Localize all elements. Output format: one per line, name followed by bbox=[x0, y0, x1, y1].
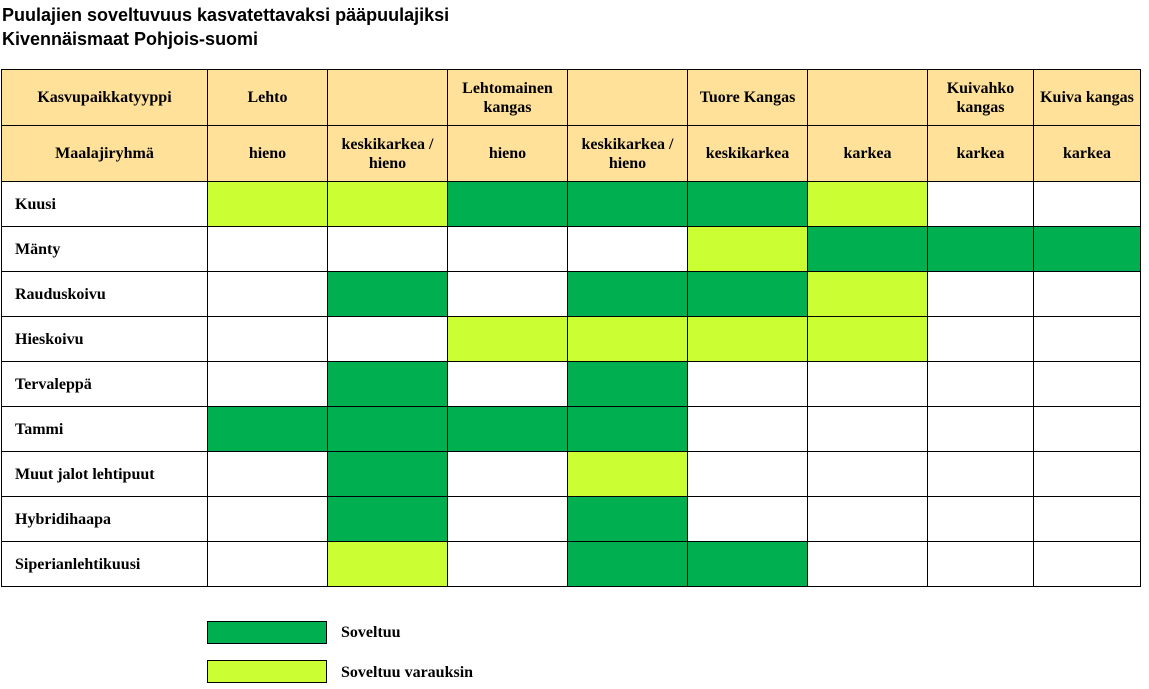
cell-soveltuu bbox=[568, 407, 688, 452]
cell-empty bbox=[448, 272, 568, 317]
table-row bbox=[2, 317, 1141, 362]
legend-swatch-soveltuu bbox=[207, 621, 327, 644]
cell-empty bbox=[1034, 362, 1141, 407]
legend-swatch-soveltuu-varauksin bbox=[207, 660, 327, 683]
cell-empty bbox=[328, 227, 448, 272]
legend-label-soveltuu: Soveltuu bbox=[341, 624, 401, 641]
header-soil-group: hieno bbox=[448, 126, 568, 182]
cell-soveltuu-varauksin bbox=[568, 317, 688, 362]
cell-empty bbox=[448, 227, 568, 272]
header-soil-group: hieno bbox=[208, 126, 328, 182]
cell-empty bbox=[208, 362, 328, 407]
cell-empty bbox=[928, 317, 1034, 362]
cell-soveltuu bbox=[328, 452, 448, 497]
cell-soveltuu-varauksin bbox=[328, 182, 448, 227]
cell-empty bbox=[808, 452, 928, 497]
page-title: Puulajien soveltuvuus kasvatettavaksi pääpuulajiksi bbox=[2, 5, 450, 25]
table-row bbox=[2, 452, 1141, 497]
cell-empty bbox=[688, 407, 808, 452]
cell-empty bbox=[1034, 272, 1141, 317]
cell-empty bbox=[808, 497, 928, 542]
header-row-site-type bbox=[2, 70, 1141, 126]
cell-soveltuu-varauksin bbox=[808, 272, 928, 317]
cell-soveltuu bbox=[208, 407, 328, 452]
cell-soveltuu bbox=[688, 542, 808, 587]
header-label-soil-group: Maalajiryhmä bbox=[2, 126, 208, 182]
cell-soveltuu-varauksin bbox=[688, 317, 808, 362]
cell-empty bbox=[928, 407, 1034, 452]
header-site-type: Kuiva kangas bbox=[1034, 70, 1141, 126]
cell-soveltuu bbox=[568, 542, 688, 587]
header-site-type bbox=[328, 70, 448, 126]
cell-soveltuu bbox=[448, 182, 568, 227]
cell-soveltuu-varauksin bbox=[808, 317, 928, 362]
cell-empty bbox=[928, 452, 1034, 497]
cell-empty bbox=[208, 497, 328, 542]
cell-soveltuu-varauksin bbox=[568, 452, 688, 497]
cell-empty bbox=[448, 362, 568, 407]
cell-empty bbox=[1034, 497, 1141, 542]
cell-soveltuu bbox=[448, 407, 568, 452]
cell-empty bbox=[1034, 182, 1141, 227]
cell-empty bbox=[928, 182, 1034, 227]
table-row bbox=[2, 182, 1141, 227]
row-label-species: Rauduskoivu bbox=[2, 272, 208, 317]
cell-empty bbox=[448, 452, 568, 497]
cell-soveltuu bbox=[688, 272, 808, 317]
row-label-species: Tammi bbox=[2, 407, 208, 452]
row-label-species: Hybridihaapa bbox=[2, 497, 208, 542]
cell-empty bbox=[328, 317, 448, 362]
cell-soveltuu bbox=[328, 407, 448, 452]
cell-empty bbox=[208, 452, 328, 497]
cell-empty bbox=[928, 497, 1034, 542]
cell-empty bbox=[1034, 452, 1141, 497]
suitability-table bbox=[1, 69, 1141, 587]
page-subtitle: Kivennäismaat Pohjois-suomi bbox=[2, 29, 259, 49]
header-label-site-type: Kasvupaikkatyyppi bbox=[2, 70, 208, 126]
row-label-species: Muut jalot lehtipuut bbox=[2, 452, 208, 497]
cell-soveltuu bbox=[808, 227, 928, 272]
table-row bbox=[2, 362, 1141, 407]
cell-empty bbox=[928, 272, 1034, 317]
cell-empty bbox=[688, 452, 808, 497]
row-label-species: Mänty bbox=[2, 227, 208, 272]
cell-empty bbox=[688, 497, 808, 542]
cell-soveltuu bbox=[568, 497, 688, 542]
cell-empty bbox=[1034, 542, 1141, 587]
header-site-type: Tuore Kangas bbox=[688, 70, 808, 126]
cell-empty bbox=[1034, 407, 1141, 452]
cell-soveltuu-varauksin bbox=[688, 227, 808, 272]
header-soil-group: keskikarkea / hieno bbox=[568, 126, 688, 182]
header-site-type: Lehto bbox=[208, 70, 328, 126]
row-label-species: Kuusi bbox=[2, 182, 208, 227]
cell-soveltuu-varauksin bbox=[208, 182, 328, 227]
cell-empty bbox=[448, 542, 568, 587]
cell-soveltuu bbox=[568, 272, 688, 317]
table-row bbox=[2, 227, 1141, 272]
cell-soveltuu bbox=[328, 362, 448, 407]
cell-empty bbox=[688, 362, 808, 407]
cell-empty bbox=[208, 272, 328, 317]
cell-soveltuu bbox=[1034, 227, 1141, 272]
cell-empty bbox=[208, 227, 328, 272]
cell-empty bbox=[808, 362, 928, 407]
cell-soveltuu-varauksin bbox=[448, 317, 568, 362]
cell-empty bbox=[568, 227, 688, 272]
cell-soveltuu-varauksin bbox=[808, 182, 928, 227]
cell-empty bbox=[448, 497, 568, 542]
cell-empty bbox=[808, 407, 928, 452]
row-label-species: Siperianlehtikuusi bbox=[2, 542, 208, 587]
header-soil-group: karkea bbox=[1034, 126, 1141, 182]
legend-label-soveltuu-varauksin: Soveltuu varauksin bbox=[341, 664, 474, 681]
header-site-type bbox=[808, 70, 928, 126]
cell-soveltuu bbox=[568, 362, 688, 407]
table-row bbox=[2, 407, 1141, 452]
header-row-soil-group bbox=[2, 126, 1141, 182]
header-soil-group: keskikarkea bbox=[688, 126, 808, 182]
header-soil-group: karkea bbox=[808, 126, 928, 182]
cell-empty bbox=[928, 542, 1034, 587]
cell-empty bbox=[208, 317, 328, 362]
row-label-species: Hieskoivu bbox=[2, 317, 208, 362]
header-site-type: Kuivahko kangas bbox=[928, 70, 1034, 126]
table-row bbox=[2, 272, 1141, 317]
cell-soveltuu-varauksin bbox=[328, 542, 448, 587]
table-row bbox=[2, 542, 1141, 587]
header-site-type bbox=[568, 70, 688, 126]
cell-soveltuu bbox=[328, 497, 448, 542]
cell-soveltuu bbox=[328, 272, 448, 317]
cell-empty bbox=[808, 542, 928, 587]
header-soil-group: karkea bbox=[928, 126, 1034, 182]
cell-soveltuu bbox=[928, 227, 1034, 272]
cell-empty bbox=[928, 362, 1034, 407]
header-soil-group: keskikarkea / hieno bbox=[328, 126, 448, 182]
cell-empty bbox=[1034, 317, 1141, 362]
cell-soveltuu bbox=[688, 182, 808, 227]
cell-soveltuu bbox=[568, 182, 688, 227]
row-label-species: Tervaleppä bbox=[2, 362, 208, 407]
header-site-type: Lehtomainen kangas bbox=[448, 70, 568, 126]
table-row bbox=[2, 497, 1141, 542]
cell-empty bbox=[208, 542, 328, 587]
